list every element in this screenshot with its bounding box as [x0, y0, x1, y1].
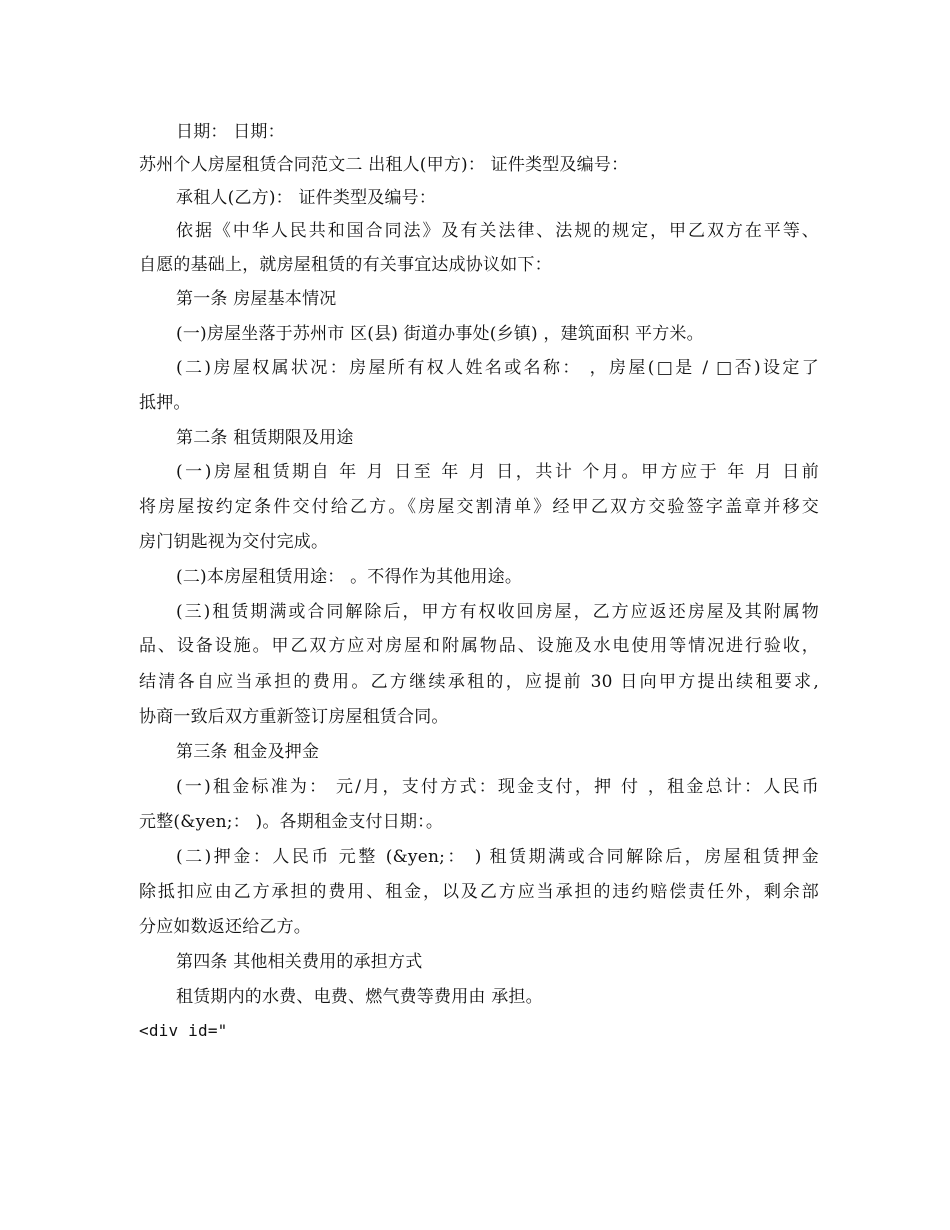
text-line: 协商一致后双方重新签订房屋租赁合同。 [139, 707, 449, 727]
text-line: 日期： 日期： [176, 122, 285, 142]
text-line: 除抵扣应由乙方承担的费用、租金，以及乙方应当承担的违约赔偿责任外，剩余部 [139, 882, 819, 902]
text-line: (三)租赁期满或合同解除后，甲方有权收回房屋，乙方应返还房屋及其附属物 [176, 602, 819, 622]
text-line: 房门钥匙视为交付完成。 [139, 532, 329, 552]
section-heading: 第三条 租金及押金 [176, 742, 320, 762]
text-line: (一)房屋租赁期自 年 月 日至 年 月 日，共计 个月。甲方应于 年 月 日前 [176, 462, 819, 482]
text-line: 承租人(乙方)： 证件类型及编号： [176, 188, 437, 208]
text-line: 依据《中华人民共和国合同法》及有关法律、法规的规定，甲乙双方在平等、 [176, 221, 819, 241]
section-heading: 第二条 租赁期限及用途 [176, 428, 354, 448]
text-line: 元整(&yen;： )。各期租金支付日期：。 [139, 812, 444, 832]
text-line: 结清各自应当承担的费用。乙方继续承租的，应提前 30 日向甲方提出续租要求, [139, 672, 819, 692]
text-line: (一)租金标准为： 元/月，支付方式：现金支付，押 付 ，租金总计：人民币 [176, 777, 819, 797]
text-line: (二)押金：人民币 元整 (&yen;： ) 租赁期满或合同解除后，房屋租赁押金 [176, 847, 819, 867]
section-heading: 第一条 房屋基本情况 [176, 289, 337, 309]
section-heading: 第四条 其他相关费用的承担方式 [176, 952, 423, 972]
text-line: 自愿的基础上，就房屋租赁的有关事宜达成协议如下： [139, 255, 552, 275]
text-line: 租赁期内的水费、电费、燃气费等费用由 承担。 [176, 987, 543, 1007]
text-line: (二)房屋权属状况：房屋所有权人姓名或名称： ，房屋(□是 / □否)设定了 [176, 358, 819, 378]
text-line: 品、设备设施。甲乙双方应对房屋和附属物品、设施及水电使用等情况进行验收， [139, 636, 819, 656]
text-line: (一)房屋坐落于苏州市 区(县) 街道办事处(乡镇) ，建筑面积 平方米。 [176, 324, 704, 344]
text-line: 抵押。 [139, 393, 191, 413]
text-line: 分应如数返还给乙方。 [139, 917, 311, 937]
text-line: (二)本房屋租赁用途： 。不得作为其他用途。 [176, 567, 523, 587]
text-line: 苏州个人房屋租赁合同范文二 出租人(甲方)： 证件类型及编号： [139, 155, 629, 175]
code-fragment: <div id=" [139, 1021, 228, 1040]
text-line: 将房屋按约定条件交付给乙方。《房屋交割清单》经甲乙双方交验签字盖章并移交 [139, 497, 819, 517]
